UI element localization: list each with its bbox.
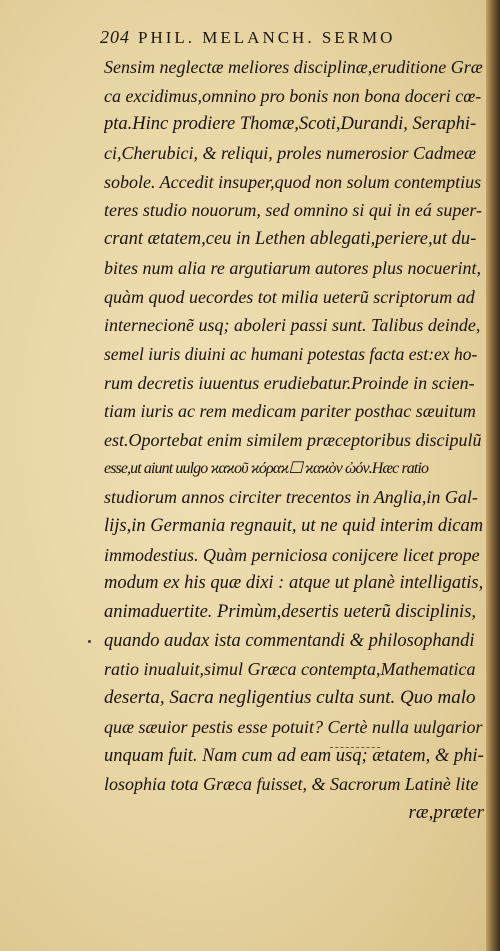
- text-line: quàm quod uecordes tot milia ueterũ scriptorum ad: [104, 286, 475, 307]
- text-line: unquam fuit. Nam cum ad eam usq; ætatem, & phi-: [104, 745, 484, 766]
- text-line: internecionẽ usq; aboleri passi sunt. Talibus deinde,: [104, 315, 481, 336]
- text-line: deserta, Sacra negligentius culta sunt. Quo malo: [104, 687, 476, 709]
- page-header: [100, 27, 470, 51]
- text-line: animaduertite. Primùm,desertis ueterũ disciplinis,: [104, 602, 477, 623]
- text-line: ca excidimus,omnino pro bonis non bona doceri cœ-: [104, 85, 482, 106]
- catchword: ræ,præter: [408, 801, 484, 823]
- text-line: bites num alia re argutiarum autores plus nocuerint,: [104, 257, 481, 278]
- text-line: esse,ut aiunt uulgo ϰαϰοῦ ϰόραϰ☐ ϰαϰὸν ὠόν.Hæc ratio: [104, 459, 429, 477]
- text-line: semel iuris diuini ac humani potestas facta est:ex ho-: [104, 343, 478, 364]
- text-line: immodestius. Quàm perniciosa conijcere licet prope: [104, 544, 480, 565]
- body-text: [104, 53, 484, 828]
- book-gutter: [486, 0, 500, 951]
- text-line: teres studio nouorum, sed omnino si qui in eá super-: [104, 200, 482, 221]
- text-line: quando audax ista commentandi & philosophandi: [104, 630, 475, 651]
- print-dash: [330, 747, 380, 749]
- text-line: studiorum annos circiter trecentos in Anglia,in Gal-: [104, 487, 478, 508]
- text-line: crant ætatem,ceu in Lethen ablegati,periere,ut du-: [104, 229, 477, 250]
- text-line: losophia tota Græca fuisset, & Sacrorum Latinè lite: [104, 774, 479, 795]
- text-line: pta.Hinc prodiere Thomæ,Scoti,Durandi, Seraphi-: [104, 114, 477, 135]
- text-line: est.Oportebat enim similem præceptoribus discipulũ: [104, 429, 482, 450]
- text-line: lijs,in Germania regnauit, ut ne quid interim dicam: [104, 516, 484, 536]
- ink-speck: [88, 640, 91, 643]
- text-line: tiam iuris ac rem medicam pariter posthac sæuitum: [104, 401, 476, 422]
- text-line: modum ex his quæ dixi : atque ut planè intelligatis,: [104, 573, 484, 594]
- text-line: quæ sæuior pestis esse potuit? Certè nulla uulgarior: [104, 716, 483, 737]
- text-line: ratio inualuit,simul Græca contempta,Mathematica: [104, 659, 476, 680]
- text-line: Sensim neglectæ meliores disciplinæ,eruditione Græ: [104, 57, 483, 77]
- running-head: PHIL. MELANCH. SERMO: [138, 28, 396, 47]
- text-line: sobole. Accedit insuper,quod non solum contemptius: [104, 171, 482, 192]
- page-number: 204: [100, 27, 130, 47]
- text-line: rum decretis iuuentus erudiebatur.Proinde in scien-: [104, 372, 475, 393]
- text-line: ci,Cherubici, & reliqui, proles numerosior Cadmeæ: [104, 143, 476, 164]
